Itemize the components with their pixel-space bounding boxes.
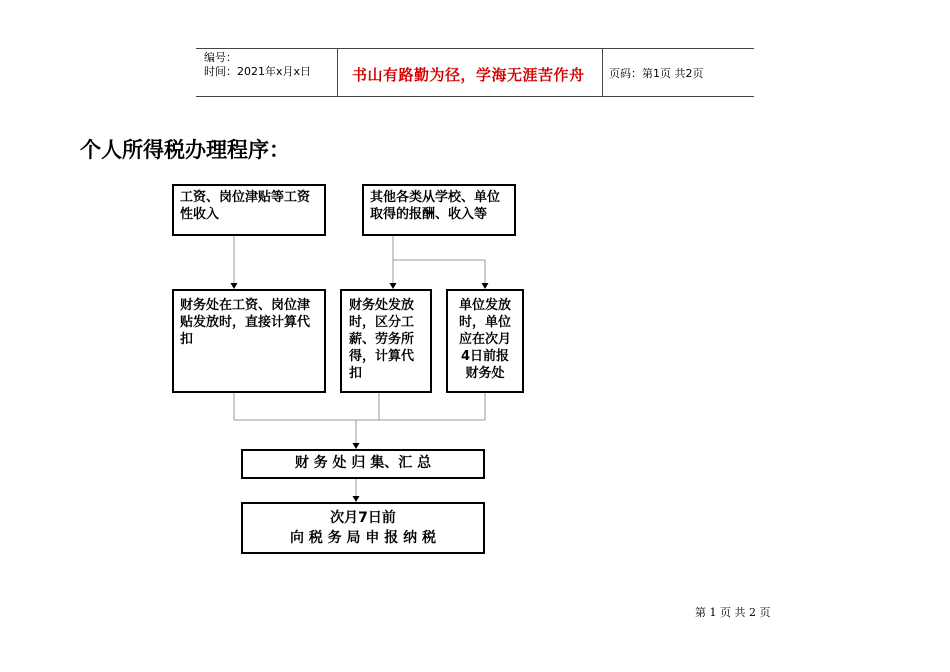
flow-box-salary-income xyxy=(172,184,326,236)
flow-text-unit-report: 单位发放时，单位应在次月4日前报财务处 xyxy=(458,298,511,381)
page-title: 个人所得税办理程序： xyxy=(80,138,290,162)
flow-text-declare-line1: 次月7日前 xyxy=(330,510,396,526)
page-code: 页码：第1页 共2页 xyxy=(609,67,704,80)
flow-box-finance-classify xyxy=(340,289,432,393)
flow-text-declare-line2: 向 税 务 局 申 报 纳 税 xyxy=(289,530,437,546)
page-footer: 第 1 页 共 2 页 xyxy=(695,606,771,619)
flow-box-declare xyxy=(241,502,485,554)
header-motto: 书山有路勤为径，学海无涯苦作舟 xyxy=(352,66,585,84)
document-time-label: 时间：2021年x月x日 xyxy=(204,65,312,78)
flow-box-collect xyxy=(241,449,485,479)
flow-text-salary-income: 工资、岗位津贴等工资性收入 xyxy=(180,190,311,222)
flow-text-finance-withhold: 财务处在工资、岗位津贴发放时，直接计算代扣 xyxy=(180,298,311,347)
flow-text-collect: 财 务 处 归 集、汇 总 xyxy=(294,455,432,471)
flow-box-finance-withhold xyxy=(172,289,326,393)
document-number-label: 编号： xyxy=(204,51,237,64)
flow-box-other-income xyxy=(362,184,516,236)
flow-text-other-income: 其他各类从学校、单位取得的报酬、收入等 xyxy=(370,190,501,222)
flow-box-unit-report xyxy=(446,289,524,393)
flow-text-finance-classify: 财务处发放时，区分工薪、劳务所得，计算代扣 xyxy=(349,298,415,381)
